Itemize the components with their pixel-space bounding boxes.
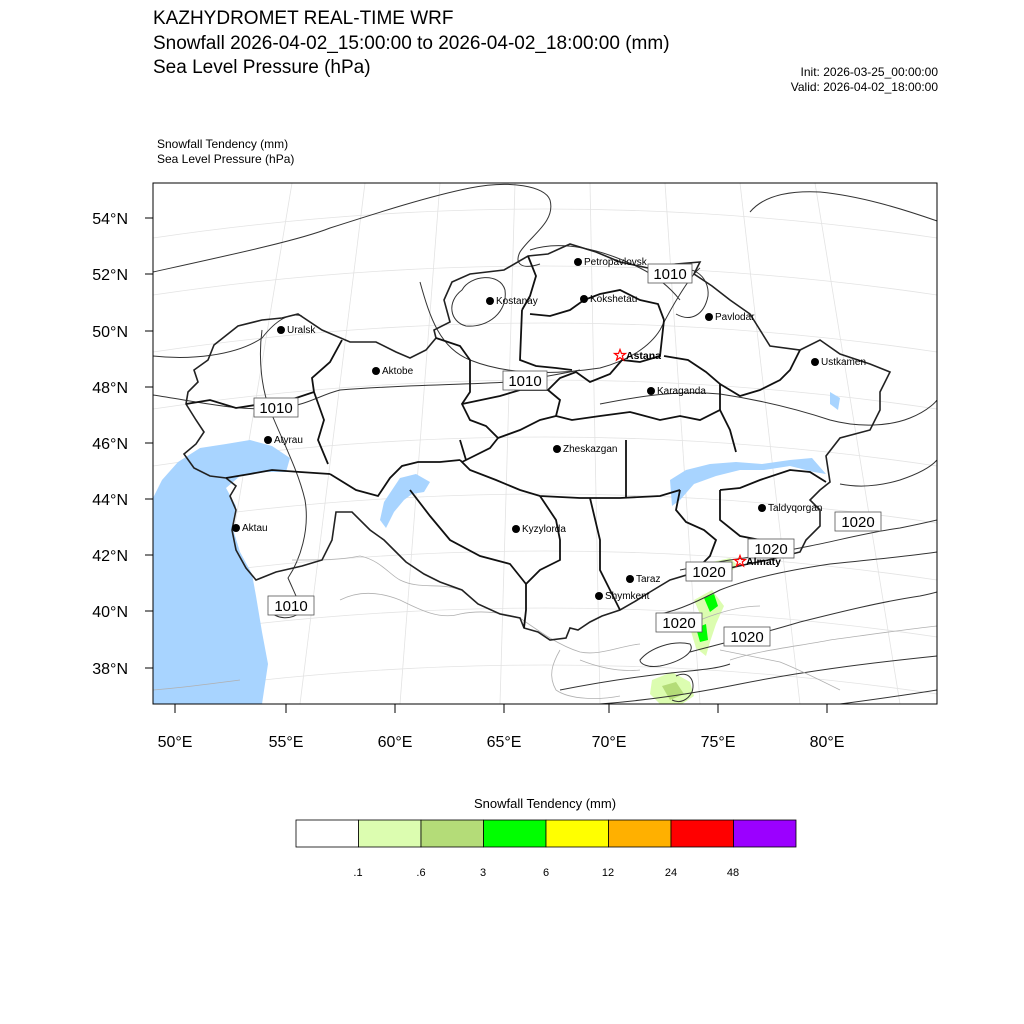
lon-label-70: 70°E bbox=[591, 734, 627, 751]
colorbar bbox=[296, 820, 796, 847]
lat-label-44: 44°N bbox=[92, 492, 128, 509]
colorbar-label: 24 bbox=[664, 867, 678, 879]
colorbar-title: Snowfall Tendency (mm) bbox=[473, 796, 617, 811]
city-kostanay: Kostanay bbox=[496, 296, 538, 307]
init-time: Init: 2026-03-25_00:00:00 bbox=[800, 65, 938, 79]
lon-label-80: 80°E bbox=[809, 734, 845, 751]
map-subtitle: Snowfall 2026-04-02_15:00:00 to 2026-04-02_18:00:00 (mm) bbox=[153, 33, 670, 54]
city-aktobe: Aktobe bbox=[382, 366, 414, 377]
lat-label-46: 46°N bbox=[92, 436, 128, 453]
city-petropavlovsk: Petropavlovsk bbox=[584, 257, 647, 268]
city-ustkamen: Ustkamen bbox=[821, 357, 867, 368]
valid-time: Valid: 2026-04-02_18:00:00 bbox=[790, 80, 938, 94]
lon-label-65: 65°E bbox=[486, 734, 522, 751]
isobar-label-1010: 1010 bbox=[508, 373, 542, 390]
city-karaganda: Karaganda bbox=[657, 386, 706, 397]
capital-markers bbox=[615, 350, 782, 569]
isobar-label-1010: 1010 bbox=[259, 400, 293, 417]
map-title: KAZHYDROMET REAL-TIME WRF bbox=[153, 8, 454, 29]
city-kokshetau: Kokshetau bbox=[590, 294, 638, 305]
isobar-label-1020: 1020 bbox=[754, 541, 788, 558]
colorbar-swatch-1 bbox=[359, 820, 422, 847]
city-shymkent: Shymkent bbox=[605, 591, 650, 602]
colorbar-label: 3 bbox=[479, 867, 487, 879]
colorbar-swatch-7 bbox=[734, 820, 797, 847]
colorbar-swatch-0 bbox=[296, 820, 359, 847]
ustkamen-reservoir bbox=[830, 392, 840, 410]
colorbar-label: 12 bbox=[601, 867, 615, 879]
star-icon bbox=[615, 350, 626, 361]
city-uralsk: Uralsk bbox=[287, 325, 316, 336]
city-kyzylorda: Kyzylorda bbox=[522, 524, 566, 535]
city-aktau: Aktau bbox=[242, 523, 268, 534]
lat-label-52: 52°N bbox=[92, 267, 128, 284]
colorbar-swatch-2 bbox=[421, 820, 484, 847]
isobar-label-1010: 1010 bbox=[653, 266, 687, 283]
lat-label-40: 40°N bbox=[92, 604, 128, 621]
lon-label-55: 55°E bbox=[268, 734, 304, 751]
city-pavlodar: Pavlodar bbox=[715, 312, 755, 323]
colorbar-swatch-6 bbox=[671, 820, 734, 847]
field-label-pressure: Sea Level Pressure (hPa) bbox=[157, 152, 295, 166]
lon-label-60: 60°E bbox=[377, 734, 413, 751]
colorbar-label: .1 bbox=[353, 867, 363, 879]
isobar-label-1020: 1020 bbox=[730, 629, 764, 646]
field-label-snowfall: Snowfall Tendency (mm) bbox=[157, 137, 289, 151]
map-subtitle-2: Sea Level Pressure (hPa) bbox=[153, 57, 371, 78]
colorbar-swatch-3 bbox=[484, 820, 547, 847]
capital-astana: Astana bbox=[626, 350, 662, 362]
colorbar-label: 48 bbox=[726, 867, 740, 879]
isobar-label-1020: 1020 bbox=[692, 564, 726, 581]
isobar-label-1010: 1010 bbox=[274, 598, 308, 615]
graticule bbox=[153, 183, 937, 704]
lat-label-54: 54°N bbox=[92, 211, 128, 228]
city-taldyqorgan: Taldyqorgan bbox=[768, 503, 823, 514]
colorbar-swatch-4 bbox=[546, 820, 609, 847]
balkhash-lake bbox=[670, 458, 826, 506]
colorbar-label: .6 bbox=[416, 867, 426, 879]
isobars bbox=[153, 184, 940, 704]
map-frame bbox=[153, 183, 937, 704]
city-zheskazgan: Zheskazgan bbox=[563, 444, 618, 455]
isobar-label-1020: 1020 bbox=[841, 514, 875, 531]
city-taraz: Taraz bbox=[636, 574, 661, 585]
lon-label-50: 50°E bbox=[157, 734, 193, 751]
lat-label-48: 48°N bbox=[92, 380, 128, 397]
colorbar-swatch-5 bbox=[609, 820, 672, 847]
neighbor-borders bbox=[153, 556, 937, 698]
capital-almaty: Almaty bbox=[746, 556, 782, 568]
lon-label-75: 75°E bbox=[700, 734, 736, 751]
lat-label-42: 42°N bbox=[92, 548, 128, 565]
lat-label-38: 38°N bbox=[92, 661, 128, 678]
lat-label-50: 50°N bbox=[92, 324, 128, 341]
city-atyrau: Atyrau bbox=[274, 435, 303, 446]
caspian-sea bbox=[153, 440, 290, 704]
map-plot-area bbox=[153, 183, 940, 704]
colorbar-label: 6 bbox=[542, 867, 550, 879]
isobar-label-1020: 1020 bbox=[662, 615, 696, 632]
